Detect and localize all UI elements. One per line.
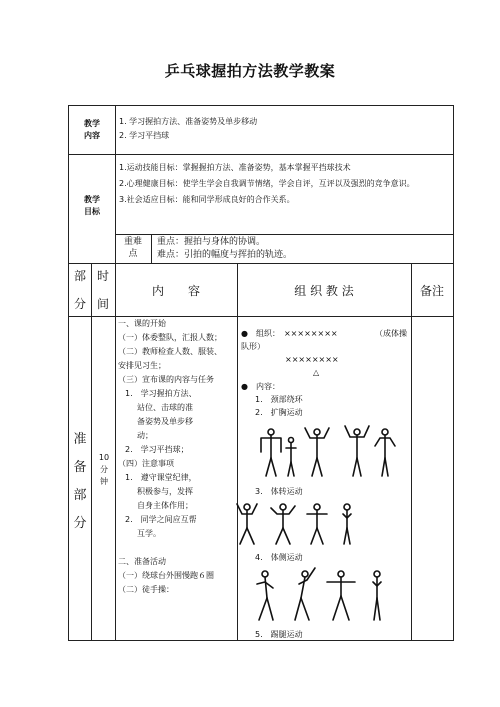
header-time-char: 时 (96, 269, 109, 283)
content-line: 二、准备活动 (118, 557, 166, 566)
section-time (95, 452, 113, 488)
page-title: 乒乓球握拍方法教学教案 (164, 62, 336, 80)
goals-label-line: 目标 (84, 207, 100, 216)
header-remarks: 备注 (419, 284, 444, 298)
keypoint-label-line: 重难 (123, 237, 142, 247)
stick-figure (327, 571, 355, 620)
chest-expansion-figures (257, 424, 407, 484)
col-divider (151, 234, 152, 263)
stick-figure (307, 504, 327, 544)
exercise-label: 1. 颈部绕环 (255, 395, 303, 404)
row-divider (69, 316, 453, 317)
body-twist-figures (231, 500, 361, 548)
content-label (69, 118, 115, 142)
content-line: （二）教师检查人数、服装、 (118, 347, 222, 356)
content-line: 2. 同学之间应互帮 (125, 515, 197, 524)
content-label-method: ● 内容： (241, 382, 280, 391)
section-part-char: 部 (73, 488, 87, 503)
exercise-label: 2. 扩胸运动 (255, 408, 303, 417)
content-line: 自身主体作用； (137, 501, 193, 510)
col-divider (411, 263, 412, 640)
stick-figure (375, 429, 395, 476)
col-divider (115, 263, 116, 640)
content-item: 2. 学习平挡球 (119, 131, 170, 140)
content-line: 站位、击球的准 (137, 403, 193, 412)
content-line: 备姿势及单步移 (137, 417, 193, 426)
goal-item: 2.心理健康目标：使学生学会自我调节情绪，学会自评，互评以及强烈的竞争意识。 (119, 179, 415, 188)
content-line: 互学。 (137, 529, 161, 538)
content-line: 安排见习生； (118, 361, 166, 370)
content-line: （四）注意事项 (118, 459, 174, 468)
section-part-char: 分 (73, 516, 87, 531)
org-note: 队形） (241, 342, 265, 351)
row-divider (69, 263, 453, 264)
org-label: ● 组织： ×××××××× (241, 329, 338, 338)
formation-row: ×××××××× (285, 355, 339, 364)
stick-figure (345, 426, 369, 476)
goal-item: 3.社会适应目标：能和同学形成良好的合作关系。 (119, 195, 295, 204)
content-line: 1. 学习握拍方法、 (125, 389, 197, 398)
stick-figure (305, 428, 329, 476)
lesson-plan-table (68, 105, 454, 641)
content-line: （三）宣布课的内容与任务 (118, 375, 214, 384)
section-time-char: 钟 (100, 477, 108, 486)
content-line: （二）徒手操： (118, 585, 174, 594)
stick-figure (286, 438, 296, 477)
content-line: （一）绕球台外围慢跑６圈 (118, 571, 214, 580)
header-method: 组 织 教 法 (294, 284, 354, 298)
content-line: 积极参与，发挥 (137, 487, 193, 496)
teacher-mark: △ (313, 368, 320, 377)
org-note: （成体操 (375, 329, 407, 338)
section-time-char: 分 (100, 465, 108, 474)
goals-label-line: 教学 (84, 195, 100, 204)
content-item: 1. 学习握拍方法、准备姿势及单步移动 (119, 117, 258, 126)
side-bend-figures (249, 564, 399, 626)
stick-figure (373, 571, 381, 620)
content-line: 2. 学习平挡球； (125, 445, 189, 454)
header-time (93, 262, 113, 318)
content-line: 一、课的开始 (118, 319, 166, 328)
section-time-char: 10 (98, 453, 110, 462)
goals-label (69, 194, 115, 218)
row-divider (69, 154, 453, 155)
col-divider (91, 263, 92, 640)
section-part-char: 准 (73, 432, 87, 447)
stick-figure (257, 571, 273, 620)
header-time-char: 间 (96, 297, 109, 311)
section-part (70, 426, 90, 538)
content-line: 动； (137, 431, 153, 440)
keypoint-label (115, 236, 151, 260)
col-divider (237, 263, 238, 640)
content-line: 1. 遵守课堂纪律， (125, 473, 197, 482)
key-point: 重点：握拍与身体的协调。 (157, 237, 266, 247)
stick-figure (295, 568, 315, 620)
stick-figure (271, 504, 295, 544)
header-part (70, 262, 90, 318)
stick-figure (343, 504, 351, 544)
header-part-char: 部 (73, 269, 86, 283)
stick-figure (261, 429, 281, 476)
exercise-label: 3. 体转运动 (255, 487, 303, 496)
header-part-char: 分 (73, 297, 86, 311)
exercise-label: 5. 踢腿运动 (255, 630, 303, 639)
keypoint-label-line: 点 (128, 249, 138, 259)
difficult-point: 难点：引拍的幅度与挥拍的轨迹。 (157, 250, 293, 260)
header-content: 内 容 (151, 284, 200, 298)
content-label-line: 内容 (84, 131, 100, 140)
content-line: （一）体委整队，汇报人数； (118, 333, 222, 342)
stick-figure (237, 504, 257, 544)
content-label-line: 教学 (84, 119, 100, 128)
exercise-label: 4. 体侧运动 (255, 553, 303, 562)
row-divider (115, 234, 453, 235)
section-part-char: 备 (73, 460, 87, 475)
goal-item: 1.运动技能目标：掌握握拍方法、准备姿势，基本掌握平挡球技术 (119, 163, 351, 172)
